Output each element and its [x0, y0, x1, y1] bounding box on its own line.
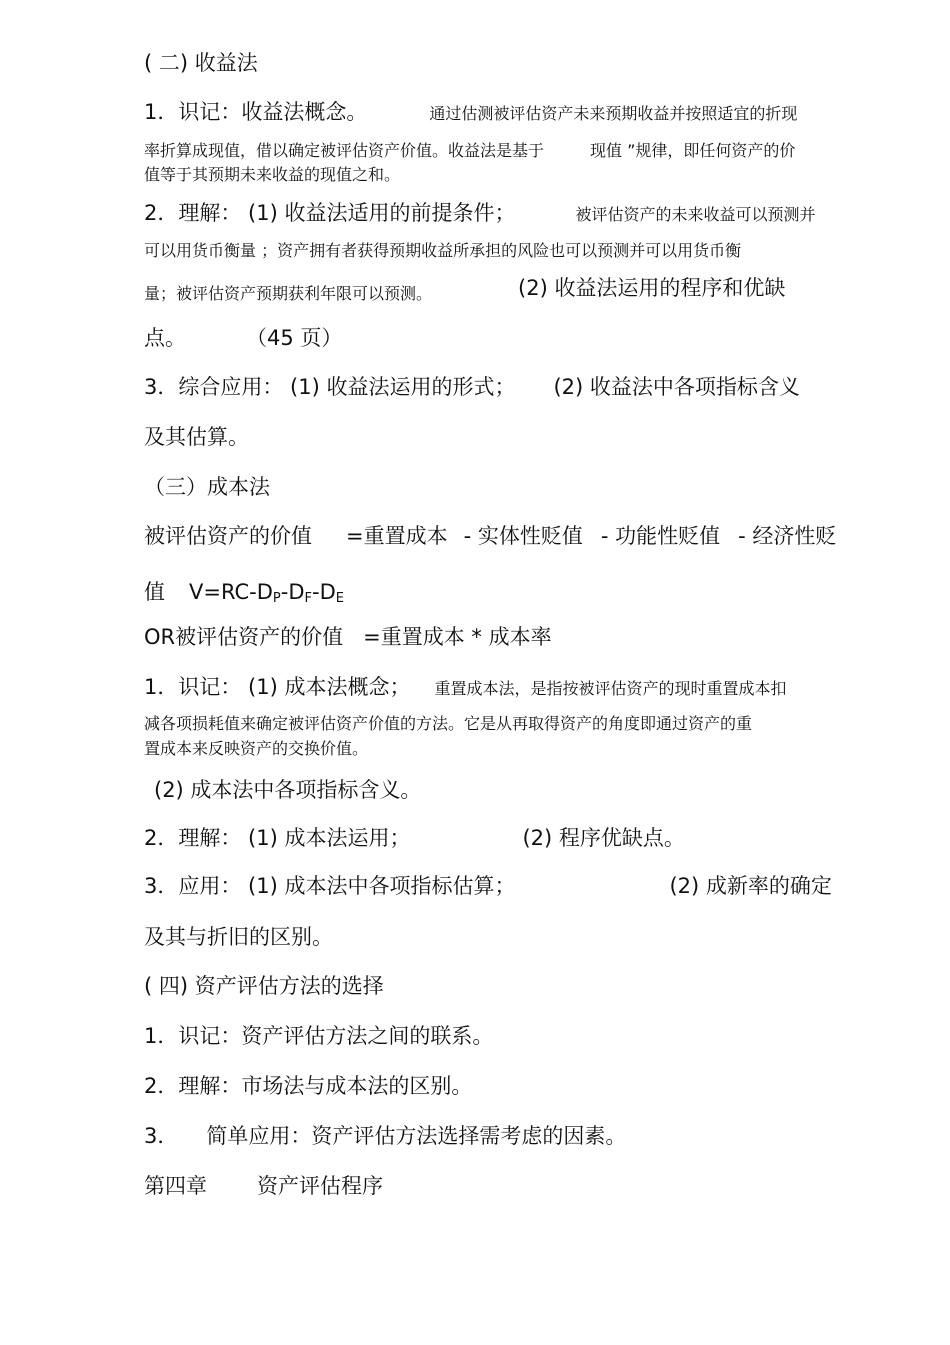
paragraph-line: [144, 377, 800, 398]
paragraph-line: [144, 677, 786, 698]
page-reference: （45 页）: [246, 326, 343, 350]
chapter-heading: [144, 1176, 383, 1197]
section-heading-cost: （三）成本法: [144, 475, 270, 499]
section-heading-income: ( 二) 收益法: [144, 51, 258, 75]
formula-text: - 实体性贬值: [463, 524, 583, 548]
item-title: 2．理解： (1) 成本法运用；: [144, 826, 411, 850]
paragraph-line: 减各项损耗值来确定被评估资产价值的方法。它是从再取得资产的角度即通过资产的重: [144, 714, 753, 733]
paragraph-line: 2．理解：市场法与成本法的区别。: [144, 1074, 473, 1098]
paragraph-line: [144, 828, 685, 849]
item-title: 1．识记： (1) 成本法概念；: [144, 675, 411, 699]
formula-text: OR被评估资产的价值: [144, 625, 344, 649]
paragraph-line: 可以用货币衡量 ；资产拥有者获得预期收益所承担的风险也可以预测并可以用货币衡: [144, 241, 742, 260]
item-text: 被评估资产的未来收益可以预测并: [575, 205, 816, 224]
paragraph-line: (2) 成本法中各项指标含义。: [154, 778, 422, 802]
item-text: 率折算成现值，借以确定被评估资产价值。收益法是基于: [144, 141, 545, 160]
item-text: (2) 成新率的确定: [669, 874, 832, 898]
item-title: 2．理解： (1) 收益法适用的前提条件；: [144, 201, 516, 225]
item-text: 简单应用：资产评估方法选择需考虑的因素。: [206, 1124, 627, 1148]
formula-line: [144, 627, 552, 648]
formula-text: 被评估资产的价值: [144, 524, 312, 548]
paragraph-line: [144, 276, 786, 303]
formula-line: [144, 580, 344, 606]
section-heading-selection: ( 四) 资产评估方法的选择: [144, 974, 384, 998]
formula-text: - 功能性贬值: [600, 524, 721, 548]
paragraph-line: 1．识记：资产评估方法之间的联系。: [144, 1024, 494, 1048]
paragraph-line: [144, 876, 832, 897]
formula-line: [144, 526, 836, 547]
item-title: 3．综合应用： (1) 收益法运用的形式；: [144, 375, 516, 399]
formula-text: =重置成本: [346, 524, 448, 548]
paragraph-line: [144, 1126, 626, 1147]
paragraph-line: 及其估算。: [144, 425, 249, 449]
item-title: 1．识记：收益法概念。: [144, 100, 368, 124]
chapter-title: 资产评估程序: [257, 1174, 383, 1198]
formula-text: - 经济性贬: [738, 524, 837, 548]
item-number: 3．: [144, 1124, 179, 1148]
item-text: 点。: [144, 326, 186, 350]
paragraph-line: 及其与折旧的区别。: [144, 925, 333, 949]
item-title: (2) 收益法运用的程序和优缺: [518, 276, 786, 300]
item-text: (2) 收益法中各项指标含义: [553, 375, 800, 399]
paragraph-line: [144, 203, 815, 224]
item-text: 重置成本法，是指按被评估资产的现时重置成本扣: [434, 679, 787, 698]
paragraph-line: [144, 143, 795, 159]
item-title: 3．应用： (1) 成本法中各项指标估算；: [144, 874, 516, 898]
item-text: 通过估测被评估资产未来预期收益并按照适宜的折现: [429, 104, 798, 123]
paragraph-line: 置成本来反映资产的交换价值。: [144, 739, 369, 758]
formula-text: 值: [144, 580, 165, 604]
formula-text: =重置成本 * 成本率: [363, 625, 552, 649]
paragraph-line: [144, 102, 797, 123]
item-text: (2) 程序优缺点。: [522, 826, 685, 850]
chapter-number: 第四章: [144, 1174, 207, 1198]
paragraph-line: 值等于其预期未来收益的现值之和。: [144, 165, 401, 184]
formula-equation: $V=RC-D_P-D_F-D_E$: [189, 580, 344, 606]
item-text: 现值 ”规律，即任何资产的价: [590, 141, 796, 160]
paragraph-line: [144, 328, 342, 349]
item-text: 量；被评估资产预期获利年限可以预测。: [144, 284, 433, 303]
